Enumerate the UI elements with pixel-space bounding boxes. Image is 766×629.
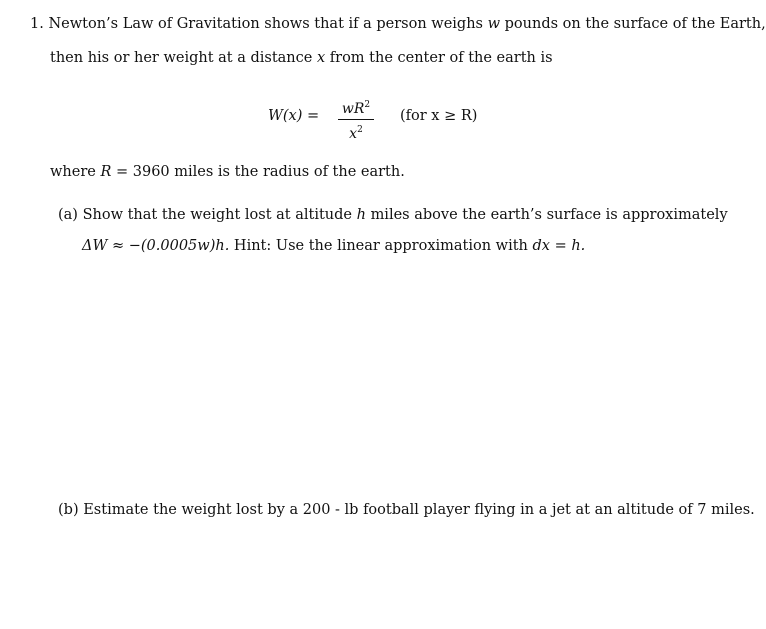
dx-equals-h: dx = h. bbox=[532, 238, 586, 254]
part-a-line-2 bbox=[82, 238, 585, 254]
problem-number: 1. bbox=[30, 16, 44, 32]
part-b-label: (b) bbox=[58, 502, 79, 518]
variable-x: x bbox=[316, 50, 326, 66]
intro-text-1-end: pounds on the surface of the Earth, bbox=[504, 16, 766, 32]
part-b-text: Estimate the weight lost by a 200 - lb football player flying in a jet at an altitude of 7 miles. bbox=[83, 502, 755, 518]
intro-text-1: Newton’s Law of Gravitation shows that if a person weighs bbox=[48, 16, 483, 32]
approximation-formula: ΔW ≈ −(0.0005w)h. bbox=[82, 238, 230, 254]
part-a-line-1: (a) Show that the weight lost at altitude h miles above the earth’s surface is approximately bbox=[58, 207, 728, 223]
problem-1-line-2 bbox=[50, 50, 553, 66]
radius-definition: where R = 3960 miles is the radius of the earth. bbox=[50, 164, 405, 180]
fraction-bar bbox=[338, 119, 374, 120]
equation-lhs: W(x) = bbox=[268, 108, 320, 124]
part-a-label: (a) bbox=[58, 207, 78, 223]
problem-1-line-1 bbox=[30, 16, 766, 32]
variable-r: R bbox=[100, 164, 112, 180]
equation-numerator: $wR^2$ bbox=[341, 100, 371, 117]
equation-denominator: $x^2$ bbox=[349, 125, 363, 142]
hint-text: Hint: Use the linear approximation with bbox=[233, 238, 528, 254]
part-b-line bbox=[58, 502, 755, 518]
variable-w: w bbox=[487, 16, 501, 32]
equation-condition: (for x ≥ R) bbox=[400, 108, 478, 124]
variable-h: h bbox=[356, 207, 366, 223]
intro-text-2-end: from the center of the earth is bbox=[329, 50, 553, 66]
intro-text-2: then his or her weight at a distance bbox=[50, 50, 313, 66]
equation-fraction bbox=[338, 96, 374, 143]
